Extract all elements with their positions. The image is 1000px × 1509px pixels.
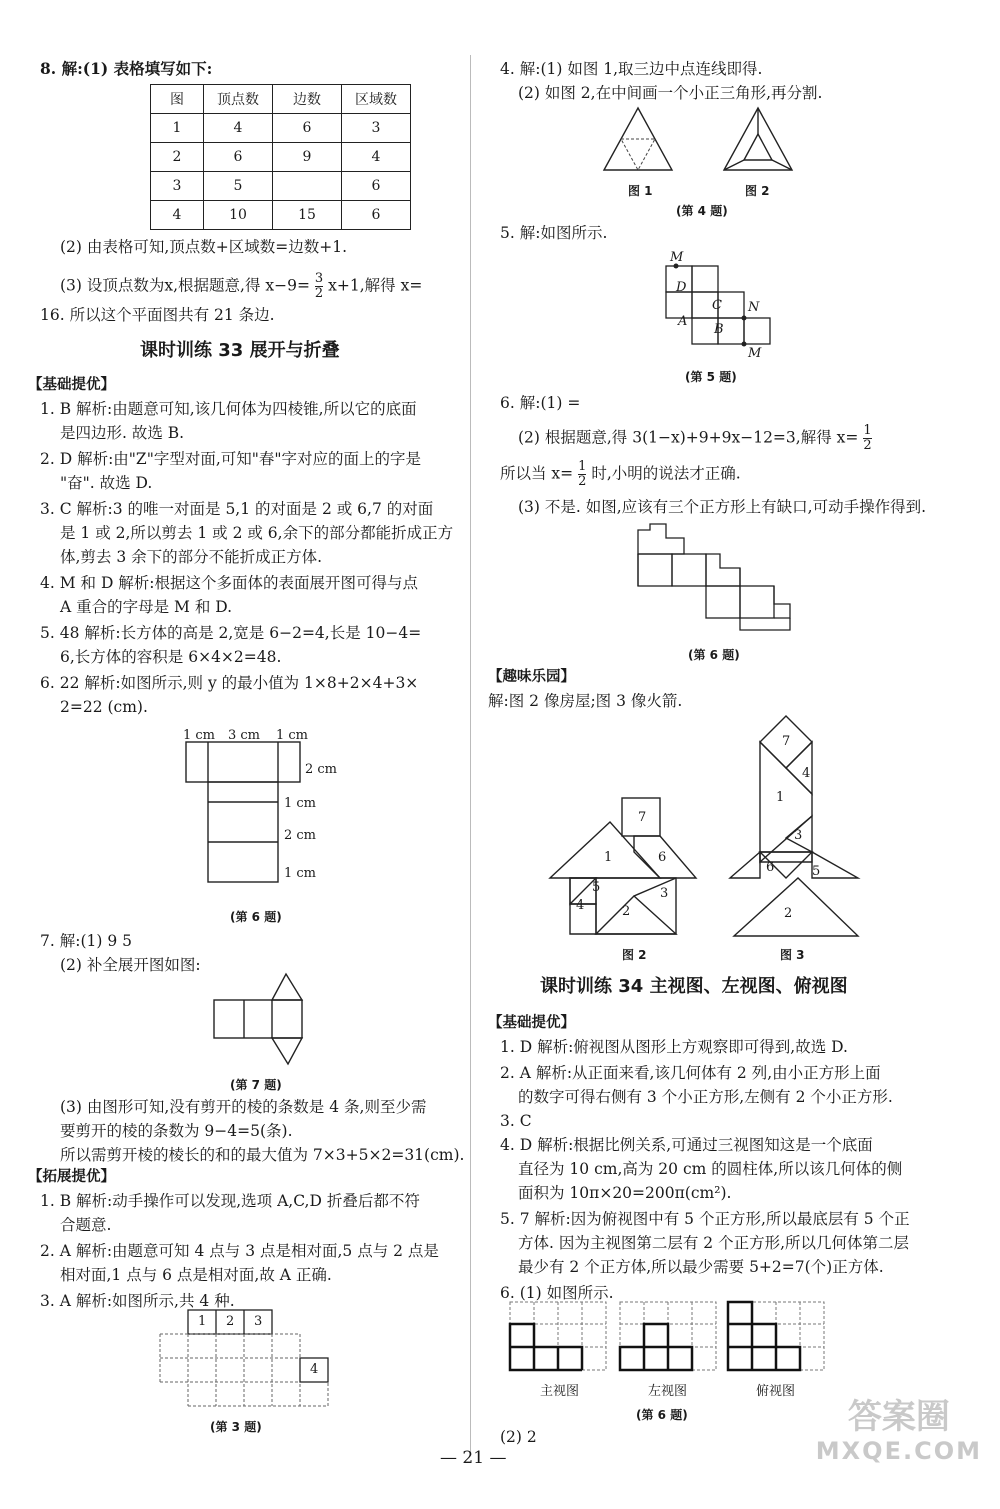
section-ext: 【拓展提优】 <box>28 1169 115 1185</box>
q7-3b: 要剪开的棱的条数为 9−4=5(条). <box>60 1122 293 1140</box>
b1b: 是四边形. 故选 B. <box>60 424 185 442</box>
fig5-letter: M <box>670 250 684 265</box>
frac-den: 2 <box>578 474 587 489</box>
r2b: 的数字可得右侧有 3 个小正方形,左侧有 2 个小正方形. <box>518 1088 893 1106</box>
rocket-num: 5 <box>812 864 821 879</box>
fig6-stair <box>636 522 796 632</box>
caption-fig7: (第 7 题) <box>230 1078 282 1092</box>
rocket-num: 7 <box>782 734 791 749</box>
house-num: 4 <box>576 898 585 913</box>
frac-num: 3 <box>314 271 324 286</box>
house-tangram <box>550 796 720 938</box>
fraction <box>315 272 323 301</box>
fig5-letter: M <box>748 346 762 361</box>
e2a: 2. A 解析:由题意可知 4 点与 3 点是相对面,5 点与 2 点是 <box>40 1242 439 1260</box>
fig-house-label: 图 2 <box>622 948 647 962</box>
q8-table <box>150 84 411 230</box>
cell: 6 <box>342 172 411 201</box>
q7-1: 7. 解:(1) 9 5 <box>40 932 132 950</box>
b3b: 是 1 或 2,所以剪去 1 或 2 或 6,余下的部分都能折成正方 <box>60 524 454 542</box>
cell: 15 <box>273 201 342 230</box>
fig7-net <box>210 970 330 1070</box>
cell: 4 <box>151 201 204 230</box>
q8-3-text: (3) 设顶点数为x,根据题意,得 x−9= <box>60 276 310 295</box>
b1a: 1. B 解析:由题意可知,该几何体为四棱锥,所以它的底面 <box>40 400 417 418</box>
house-num: 5 <box>592 880 601 895</box>
watermark-logo <box>815 1397 982 1468</box>
rocket-num: 3 <box>794 828 803 843</box>
cell: 4 <box>342 143 411 172</box>
fig3-num: 2 <box>226 1314 235 1329</box>
th-vertices: 顶点数 <box>204 85 273 114</box>
q8-intro: 8. 解:(1) 表格填写如下: <box>40 59 213 78</box>
q6-2b: 所以当 x= <box>500 464 574 483</box>
view-label-left: 左视图 <box>648 1384 688 1399</box>
r4c: 面积为 10π×20=200π(cm²). <box>518 1184 732 1202</box>
fig3-num: 4 <box>310 1362 319 1377</box>
caption-fig3: (第 3 题) <box>210 1420 262 1434</box>
cell: 2 <box>151 143 204 172</box>
e1a: 1. B 解析:动手操作可以发现,选项 A,C,D 折叠后都不符 <box>40 1192 420 1210</box>
section-title-33: 课时训练 33 展开与折叠 <box>140 340 340 361</box>
q6-3: (3) 不是. 如图,应该有三个正方形上有缺口,可动手操作得到. <box>518 498 927 516</box>
th-edges: 边数 <box>273 85 342 114</box>
frac-num: 1 <box>578 459 587 474</box>
q6-2-cont <box>500 460 741 489</box>
watermark-top: 答案圈 <box>847 1397 950 1437</box>
fraction <box>863 424 871 453</box>
fig3-num: 3 <box>254 1314 263 1329</box>
section-title-34: 课时训练 34 主视图、左视图、俯视图 <box>540 976 848 997</box>
cell: 4 <box>204 114 273 143</box>
fig6-label: 1 cm <box>276 728 309 743</box>
b5b: 6,长方体的容积是 6×4×2=48. <box>60 648 282 666</box>
fig4-2-label: 图 2 <box>745 184 770 198</box>
fig5-letter: N <box>748 300 760 315</box>
q6-2c: 时,小明的说法才正确. <box>591 464 741 483</box>
page-number: — 21 — <box>440 1448 507 1468</box>
r6-2: (2) 2 <box>500 1428 537 1446</box>
cell: 3 <box>151 172 204 201</box>
three-views <box>508 1300 828 1374</box>
rocket-num: 2 <box>784 906 793 921</box>
section-basic: 【基础提优】 <box>28 377 115 393</box>
cell: 1 <box>151 114 204 143</box>
q8-3 <box>60 272 422 301</box>
b3c: 体,剪去 3 余下的部分不能折成正方体. <box>60 548 323 566</box>
fig6-label: 1 cm <box>284 796 317 811</box>
q8-3-text2: x+1,解得 x= <box>328 276 423 295</box>
column-divider <box>470 55 471 1455</box>
r4b: 直径为 10 cm,高为 20 cm 的圆柱体,所以该几何体的侧 <box>518 1160 903 1178</box>
q6-2-text: (2) 根据题意,得 3(1−x)+9+9x−12=3,解得 x= <box>518 428 859 447</box>
q4a: 4. 解:(1) 如图 1,取三边中点连线即得. <box>500 60 763 78</box>
cell: 3 <box>342 114 411 143</box>
q7-3a: (3) 由图形可知,没有剪开的棱的条数是 4 条,则至少需 <box>60 1098 427 1116</box>
r5a: 5. 7 解析:因为俯视图中有 5 个正方形,所以最底层有 5 个正 <box>500 1210 910 1228</box>
r3: 3. C <box>500 1112 532 1130</box>
q8-2: (2) 由表格可知,顶点数+区域数=边数+1. <box>60 238 348 256</box>
caption-fig4: (第 4 题) <box>676 204 728 218</box>
house-num: 7 <box>638 810 647 825</box>
fig6-label: 1 cm <box>183 728 216 743</box>
q7-3c: 所以需剪开棱的棱长的和的最大值为 7×3+5×2=31(cm). <box>60 1146 465 1164</box>
fig5-letter: C <box>712 298 722 313</box>
q5: 5. 解:如图所示. <box>500 224 608 242</box>
th-regions: 区域数 <box>342 85 411 114</box>
fraction <box>578 460 586 489</box>
r5b: 方体. 因为主视图第二层有 2 个正方形,所以几何体第二层 <box>518 1234 909 1252</box>
r6: 6. (1) 如图所示. <box>500 1284 614 1302</box>
r5c: 最少有 2 个正方体,所以最少需要 5+2=7(个)正方体. <box>518 1258 884 1276</box>
fig4-triangles <box>600 104 800 174</box>
cell: 6 <box>342 201 411 230</box>
r2a: 2. A 解析:从正面来看,该几何体有 2 列,由小正方形上面 <box>500 1064 881 1082</box>
rocket-tangram <box>730 712 860 940</box>
e3: 3. A 解析:如图所示,共 4 种. <box>40 1292 235 1310</box>
fig6-label: 1 cm <box>284 866 317 881</box>
section-basic-right: 【基础提优】 <box>488 1015 575 1031</box>
b2b: "奋". 故选 D. <box>60 474 153 492</box>
b6b: 2=22 (cm). <box>60 698 148 716</box>
cell: 9 <box>273 143 342 172</box>
r4a: 4. D 解析:根据比例关系,可通过三视图知这是一个底面 <box>500 1136 873 1154</box>
house-num: 2 <box>622 904 631 919</box>
cell <box>273 172 342 201</box>
fig5-letter: B <box>714 322 724 337</box>
fig3-grid <box>160 1310 330 1410</box>
caption-fig5: (第 5 题) <box>685 370 737 384</box>
cell: 5 <box>204 172 273 201</box>
q6-2 <box>518 424 872 453</box>
th-fig: 图 <box>151 85 204 114</box>
b6a: 6. 22 解析:如图所示,则 y 的最小值为 1×8+2×4+3× <box>40 674 419 692</box>
house-num: 3 <box>660 886 669 901</box>
fig6-label: 3 cm <box>228 728 261 743</box>
fig4-1-label: 图 1 <box>628 184 653 198</box>
rocket-num: 1 <box>776 790 785 805</box>
r1: 1. D 解析:俯视图从图形上方观察即可得到,故选 D. <box>500 1038 848 1056</box>
q7-2: (2) 补全展开图如图: <box>60 956 201 974</box>
frac-num: 1 <box>863 423 872 438</box>
view-label-front: 主视图 <box>540 1384 580 1399</box>
q8-3-end: 16. 所以这个平面图共有 21 条边. <box>40 306 275 324</box>
fig5-letter: D <box>676 280 687 295</box>
fig-rocket-label: 图 3 <box>780 948 805 962</box>
watermark-bottom: MXQE.COM <box>815 1437 982 1465</box>
rocket-num: 6 <box>766 860 775 875</box>
fig5-letter: A <box>678 314 688 329</box>
fun-answer: 解:图 2 像房屋;图 3 像火箭. <box>488 692 683 710</box>
house-num: 6 <box>658 850 667 865</box>
q6-1: 6. 解:(1) = <box>500 394 581 412</box>
e2b: 相对面,1 点与 6 点是相对面,故 A 正确. <box>60 1266 332 1284</box>
q4b: (2) 如图 2,在中间画一个小正三角形,再分割. <box>518 84 823 102</box>
view-label-top: 俯视图 <box>756 1384 796 1399</box>
fig6-label: 2 cm <box>305 762 338 777</box>
house-num: 1 <box>604 850 613 865</box>
cell: 10 <box>204 201 273 230</box>
e1b: 合题意. <box>60 1216 112 1234</box>
cell: 6 <box>204 143 273 172</box>
frac-den: 2 <box>314 286 324 301</box>
b3a: 3. C 解析:3 的唯一对面是 5,1 的对面是 2 或 6,7 的对面 <box>40 500 434 518</box>
fig3-num: 1 <box>198 1314 207 1329</box>
b4b: A 重合的字母是 M 和 D. <box>60 598 233 616</box>
caption-fig6b: (第 6 题) <box>636 1408 688 1422</box>
section-fun: 【趣味乐园】 <box>488 669 575 685</box>
cell: 6 <box>273 114 342 143</box>
caption-fig6-right: (第 6 题) <box>688 648 740 662</box>
b2a: 2. D 解析:由"Z"字型对面,可知"春"字对应的面上的字是 <box>40 450 422 468</box>
frac-den: 2 <box>863 438 872 453</box>
b4a: 4. M 和 D 解析:根据这个多面体的表面展开图可得与点 <box>40 574 419 592</box>
fig6-label: 2 cm <box>284 828 317 843</box>
caption-fig6: (第 6 题) <box>230 910 282 924</box>
b5a: 5. 48 解析:长方体的高是 2,宽是 6−2=4,长是 10−4= <box>40 624 422 642</box>
rocket-num: 4 <box>802 766 811 781</box>
